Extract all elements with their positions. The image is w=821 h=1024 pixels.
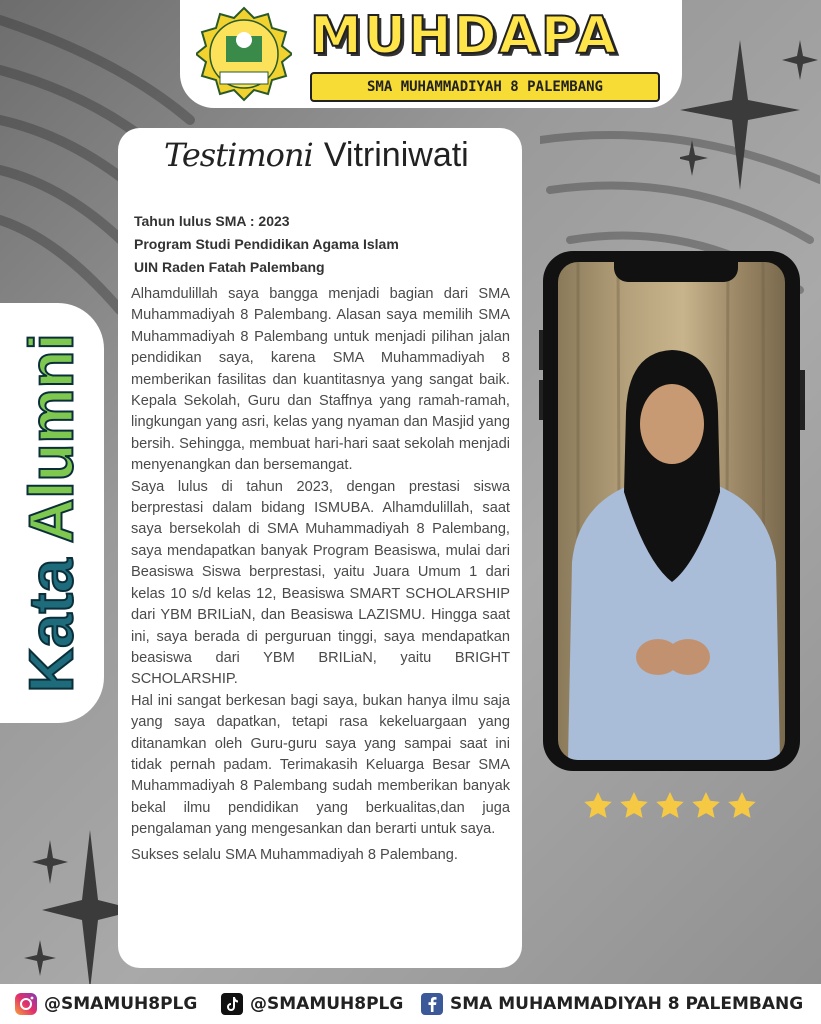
side-label-word2: Alumni xyxy=(17,333,87,544)
phone-notch xyxy=(614,262,738,282)
rating-stars xyxy=(582,790,758,822)
university: UIN Raden Fatah Palembang xyxy=(134,259,325,275)
sparkle-icon xyxy=(680,20,820,200)
testimonial-paragraph: Alhamdulillah saya bangga menjadi bagian dari SMA Muhammadiyah 8 Palembang. Alasan saya memilih SMA Muhammadiyah 8 Palembang untuk menjadi pilihan jalan pendidikan saya, karena SMA Muhammadiyah 8 memberikan fasilitas dan kuantitasnya yang sangat baik. Kepala Sekolah, Guru dan Staffnya yang ramah-ramah, lingkungan yang asri, kelas yang nyaman dan Masjid yang bersih. Sehingga, membuat hari-hari saat sekolah menjadi menyenangkan dan bersemangat. xyxy=(131,286,510,474)
facebook-link[interactable] xyxy=(420,988,803,1020)
instagram-handle: @SMAMUH8PLG xyxy=(44,994,198,1014)
heading-script: Testimoni xyxy=(164,136,313,174)
star-icon xyxy=(690,790,722,822)
testimonial-paragraph: Saya lulus di tahun 2023, dengan prestasi siswa berprestasi dalam bidang ISMUBA. Alhamdulillah, saat saya bersekolah di SMA Muhammadiyah 8 Palembang, saya mendapatkan banyak Program Beasiswa, mulai dari Beasiswa Siswa berprestasi, yaitu Juara Umum 1 dari kelas 10 s/d kelas 12, Beasiswa SMART SCHOLARSHIP dari YBM BRILiaN, dan Beasiswa LAZISMU. Hingga saat ini, saya berada di perguruan tinggi, saya mendapatkan beasiswa dari YBM BRILiaN, yaitu BRIGHT SCHOLARSHIP. xyxy=(131,478,510,688)
tiktok-icon xyxy=(220,992,244,1016)
tiktok-link[interactable] xyxy=(220,988,403,1020)
star-icon xyxy=(582,790,614,822)
testimonial-paragraph: Hal ini sangat berkesan bagi saya, bukan hanya ilmu saja yang saya dapatkan, tetapi rasa kekeluargaan yang ditanamkan oleh Guru-guru saya yang sampai saat ini tidak pernah padam. Terimakasih Keluarga Besar SMA Muhammadiyah 8 Palembang sudah memberikan banyak bekal ilmu pendidikan yang berkualitas,dan juga pengalaman yang mengesankan dan berarti untuk saya. xyxy=(131,692,510,838)
study-program: Program Studi Pendidikan Agama Islam xyxy=(134,236,399,252)
tiktok-handle: @SMAMUH8PLG xyxy=(250,994,404,1014)
star-icon xyxy=(618,790,650,822)
testimonial-heading xyxy=(164,136,469,196)
brand-subtitle: SMA MUHAMMADIYAH 8 PALEMBANG xyxy=(310,72,660,102)
instagram-icon xyxy=(14,992,38,1016)
graduation-year: Tahun lulus SMA : 2023 xyxy=(134,213,290,229)
star-icon xyxy=(654,790,686,822)
side-label-word1: Kata xyxy=(17,558,87,693)
testimonial-closing: Sukses selalu SMA Muhammadiyah 8 Palembang. xyxy=(131,846,458,863)
alumni-photo xyxy=(558,262,785,760)
school-logo xyxy=(196,6,292,102)
facebook-page: SMA MUHAMMADIYAH 8 PALEMBANG xyxy=(450,994,804,1014)
brand-title: MUHDAPA xyxy=(310,6,619,66)
facebook-icon xyxy=(420,992,444,1016)
phone-button xyxy=(800,370,805,430)
star-icon xyxy=(726,790,758,822)
instagram-link[interactable] xyxy=(14,988,197,1020)
alumni-photo-figure xyxy=(558,262,785,760)
side-label xyxy=(17,333,88,692)
alumni-meta xyxy=(134,210,514,279)
alumni-name: Vitriniwati xyxy=(323,136,469,174)
testimonial-body xyxy=(131,284,510,866)
